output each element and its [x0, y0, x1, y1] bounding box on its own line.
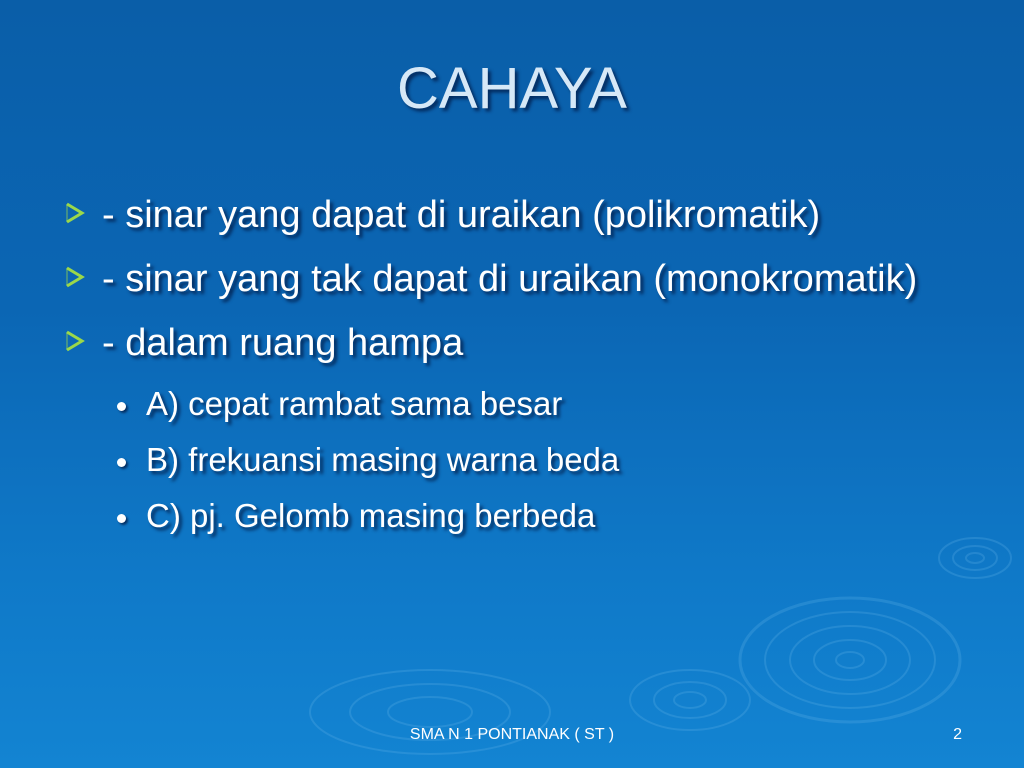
dot-bullet-icon [117, 514, 126, 523]
arrow-bullet-icon [62, 328, 88, 354]
arrow-bullet-icon [62, 200, 88, 226]
sub-list-item [62, 436, 992, 484]
list-item [62, 188, 992, 243]
list-item [62, 252, 992, 307]
sub-list-item [62, 380, 992, 428]
list-item [62, 316, 992, 371]
sub-bullet-text: C) pj. Gelomb masing berbeda [146, 497, 596, 534]
dot-bullet-icon [117, 458, 126, 467]
sub-list-item [62, 492, 992, 540]
bullet-list [62, 188, 992, 548]
slide-title: CAHAYA [397, 56, 627, 121]
slide-footer: SMA N 1 PONTIANAK ( ST ) [409, 726, 615, 743]
bullet-text: - sinar yang dapat di uraikan (polikromatik) [102, 194, 821, 236]
arrow-bullet-icon [62, 264, 88, 290]
bullet-text: - sinar yang tak dapat di uraikan (monokromatik) [102, 258, 918, 300]
sub-bullet-text: B) frekuansi masing warna beda [146, 441, 620, 478]
dot-bullet-icon [117, 402, 126, 411]
slide-number: 2 [953, 726, 962, 743]
sub-bullet-text: A) cepat rambat sama besar [146, 385, 563, 422]
bullet-text: - dalam ruang hampa [102, 322, 464, 364]
